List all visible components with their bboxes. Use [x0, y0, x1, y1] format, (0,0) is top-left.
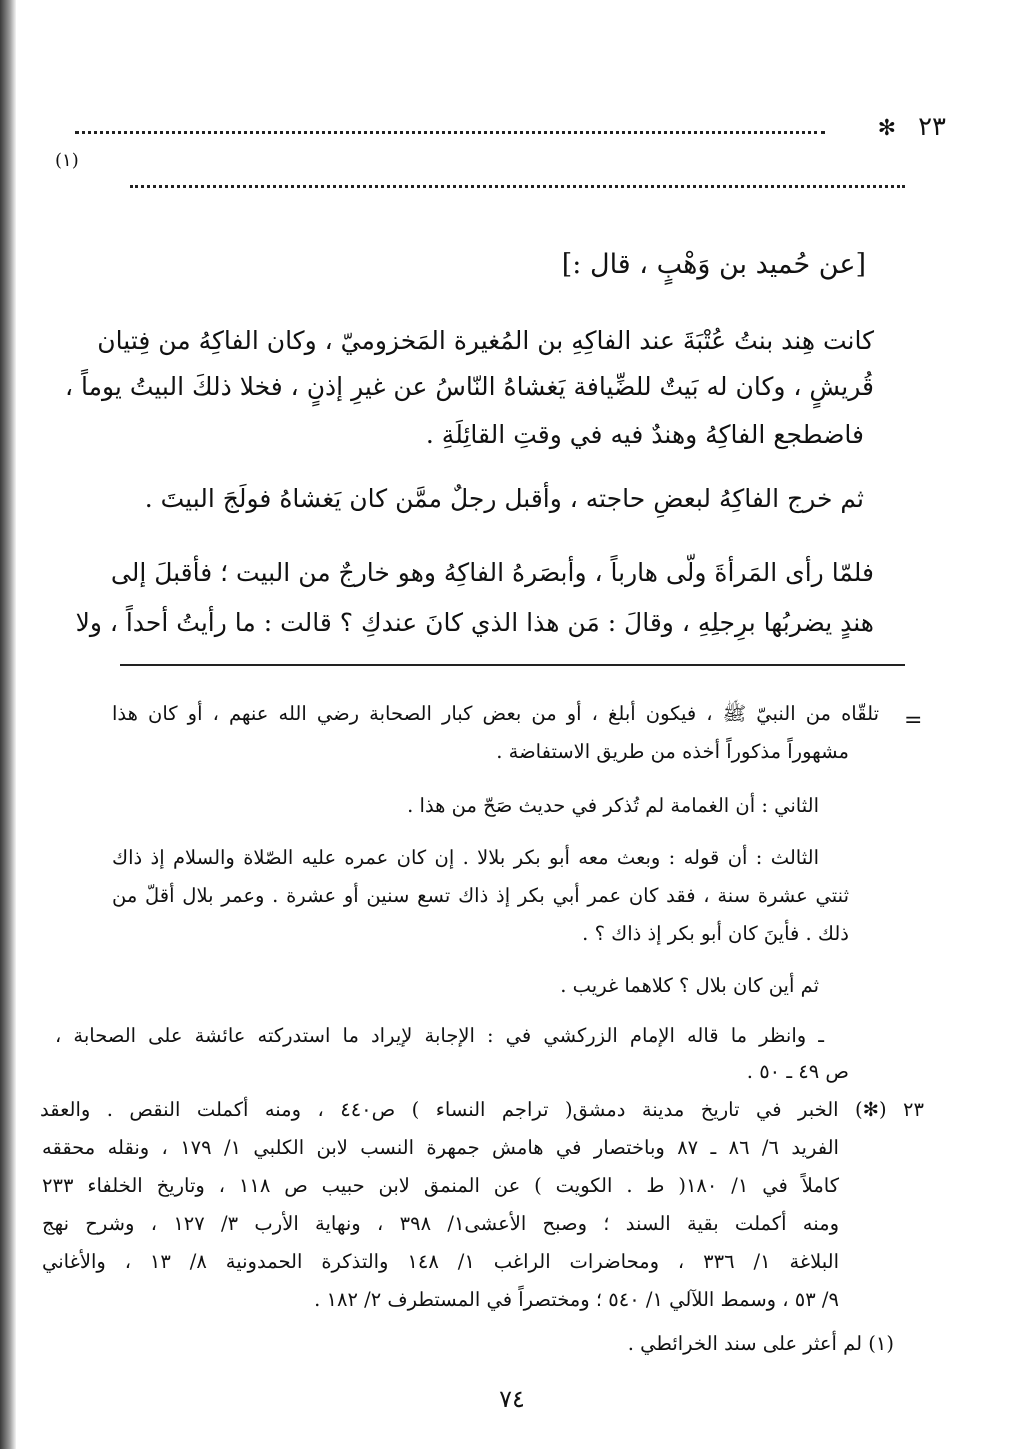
body-line: كانت هِند بنتُ عُتْبَةَ عند الفاكِهِ بن المُغيرة المَخزوميّ ، وكان الفاكِهُ من فِتيان — [97, 326, 874, 355]
note-line: تلقّاه من النبيّ ﷺ ، فيكون أبلغ ، أو من بعض كبار الصحابة رضي الله عنهم ، أو كان هذا — [112, 702, 879, 725]
note-line: الثالث : أن قوله : وبعث معه أبو بكر بلالا . إن كان عمره عليه الصّلاة والسلام إذ ذاك — [112, 846, 819, 869]
note-line: ٢٣ (✻) الخبر في تاريخ مدينة دمشق( تراجم النساء ) ص٤٤٠ ، ومنه أكملت النقص . والعقد — [40, 1098, 924, 1121]
note-line: مشهوراً مذكوراً أخذه من طريق الاستفاضة . — [496, 740, 849, 763]
header-dotted-rule-bottom — [130, 185, 905, 188]
note-line: الثاني : أن الغمامة لم تُذكر في حديث صَحّ من هذا . — [407, 794, 819, 817]
page-marker: ٢٣ — [918, 112, 946, 142]
note-line: ٩/ ٥٣ ، وسمط اللآلي ١/ ٥٤٠ ؛ ومختصراً في المستطرف ٢/ ١٨٢ . — [314, 1288, 839, 1311]
body-line: قُريشٍ ، وكان له بَيتٌ للضِّيافة يَغشاهُ النّاسُ عن غيرِ إذنٍ ، فخلا ذلكَ البيتُ يوماً ، — [64, 372, 874, 401]
body-line: فلمّا رأى المَرأةَ ولّى هارباً ، وأبصَرهُ الفاكِهُ وهو خارجٌ من البيت ؛ فأقبلَ إلى — [110, 558, 874, 587]
scan-edge — [0, 0, 16, 1449]
page-number: ٧٤ — [499, 1385, 525, 1413]
body-line: فاضطجع الفاكِهُ وهندٌ فيه في وقتِ القائِلَةِ . — [425, 420, 864, 449]
note-line: (١) لم أعثر على سند الخرائطي . — [627, 1332, 894, 1355]
body-line: ثم خرج الفاكِهُ لبعضِ حاجته ، وأقبل رجلٌ ممَّن كان يَغشاهُ فولَجَ البيتَ . — [144, 484, 864, 513]
header-dotted-rule-top — [75, 131, 825, 134]
note-line: ـ وانظر ما قاله الإمام الزركشي في : الإجابة لإيراد ما استدركته عائشة على الصحابة ، — [55, 1024, 824, 1047]
section-heading: [عن حُميد بن وَهْبٍ ، قال :] — [561, 249, 866, 280]
note-line: ثم أين كان بلال ؟ كلاهما غريب . — [560, 974, 819, 997]
note-line: ثنتي عشرة سنة ، فقد كان عمر أبي بكر إذ ذاك تسع سنين أو عشرة . وعمر بلال أقلّ من — [112, 884, 849, 907]
note-line: ومنه أكملت بقية السند ؛ وصبح الأعشى١/ ٣٩٨ ، ونهاية الأرب ٣/ ١٢٧ ، وشرح نهج — [42, 1212, 840, 1235]
footnote-separator — [120, 664, 905, 666]
note-line: ص ٤٩ ـ ٥٠ . — [746, 1060, 849, 1083]
asterism-icon: ✻ — [877, 116, 896, 141]
body-line: هندٍ يضربُها برِجلِهِ ، وقالَ : مَن هذا الذي كانَ عندكِ ؟ قالت : ما رأيتُ أحداً ، ولا — [75, 608, 874, 637]
note-line: البلاغة ١/ ٣٣٦ ، ومحاضرات الراغب ١/ ١٤٨ والتذكرة الحمدونية ٨/ ١٣ ، والأغاني — [42, 1250, 840, 1273]
note-line: ذلك . فأينَ كان أبو بكر إذ ذاك ؟ . — [582, 922, 849, 945]
note-line: كاملاً في ١/ ١٨٠( ط . الكويت ) عن المنمق لابن حبيب ص ١١٨ ، وتاريخ الخلفاء ٢٣٣ — [42, 1174, 839, 1197]
continuation-mark: = — [904, 708, 923, 733]
note-line: الفريد ٦/ ٨٦ ـ ٨٧ وباختصار في هامش جمهرة النسب لابن الكلبي ١/ ١٧٩ ، ونقله محققه — [42, 1136, 839, 1159]
footnote-ref: (١) — [55, 150, 79, 171]
